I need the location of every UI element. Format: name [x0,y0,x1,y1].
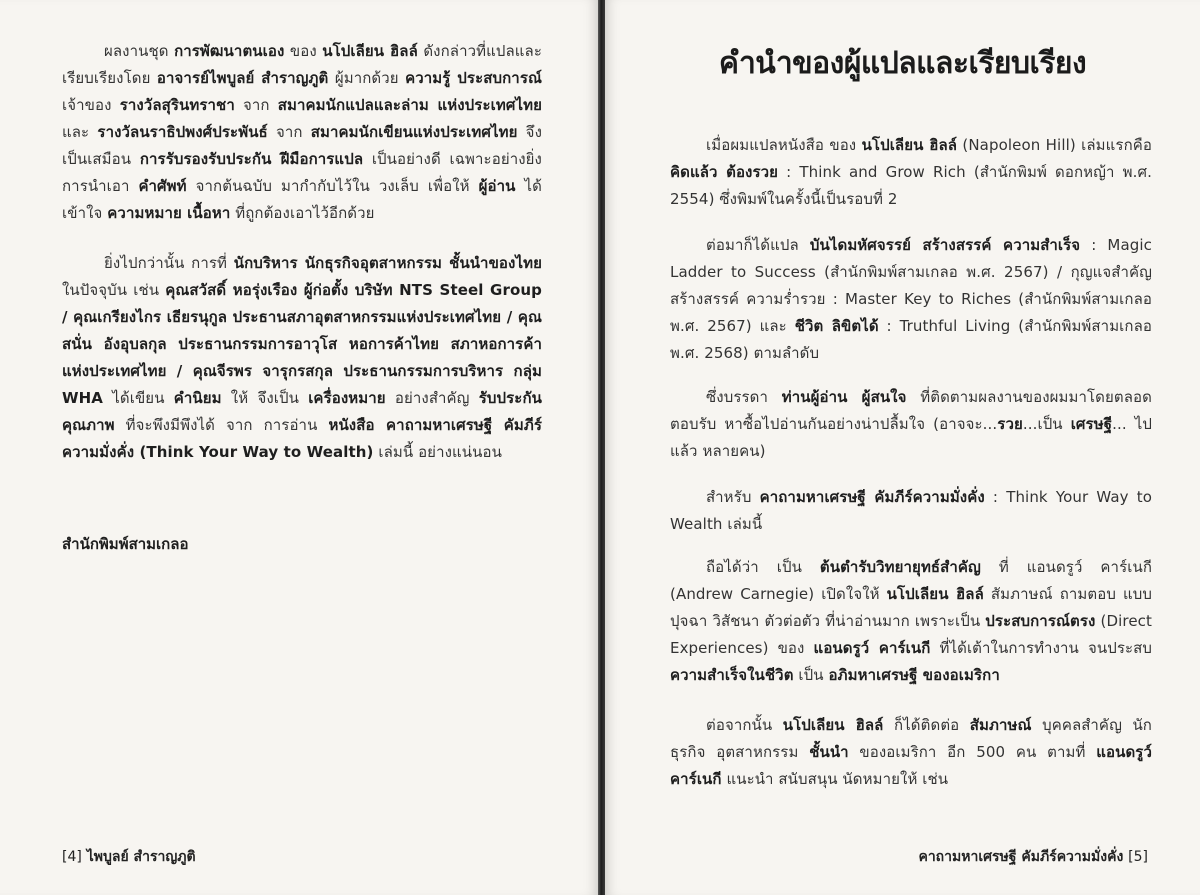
right-paragraph-1: เมื่อผมแปลหนังสือ ของ นโปเลียน ฮิลล์ (Napoleon Hill) เล่มแรกคือ คิดแล้ว ต้องรวย : Think and Grow Rich (สำนักพิมพ์ ดอกหญ้า พ.ศ. 2554) ซึ่งพิมพ์ในครั้งนี้เป็นรอบที่ 2 [670,136,1152,208]
page-title: คำนำของผู้แปลและเรียบเรียง [718,46,1087,81]
right-paragraph-2: ต่อมาก็ได้แปล บันไดมหัศจรรย์ สร้างสรรค์ ความสำเร็จ : Magic Ladder to Success (สำนักพิมพ์สามเกลอ พ.ศ. 2567) / กุญแจสำคัญ สร้างสรรค์ ความร่ำรวย : Master Key to Riches (สำนักพิมพ์สามเกลอ พ.ศ. 2567) และ ชีวิต ลิขิตได้ : Truthful Living (สำนักพิมพ์สามเกลอ พ.ศ. 2568) ตามลำดับ [670,236,1152,362]
right-footer-title: คาถามหาเศรษฐี คัมภีร์ความมั่งคั่ง [918,849,1124,865]
left-paragraph-1: ผลงานชุด การพัฒนาตนเอง ของ นโปเลียน ฮิลล์ ดังกล่าวที่แปลและเรียบเรียงโดย อาจารย์ไพบูลย์ สำราญภูติ ผู้มากด้วย ความรู้ ประสบการณ์ เจ้าของ รางวัลสุรินทราชา จาก สมาคมนักแปลและล่าม แห่งประเทศไทย และ รางวัลนราธิปพงศ์ประพันธ์ จาก สมาคมนักเขียนแห่งประเทศไทย จึงเป็นเสมือน การรับรองรับประกัน ฝีมือการแปล เป็นอย่างดี เฉพาะอย่างยิ่งการนำเอา คำศัพท์ จากต้นฉบับ มากำกับไว้ใน วงเล็บ เพื่อให้ ผู้อ่าน ได้เข้าใจ ความหมาย เนื้อหา ที่ถูกต้องเอาไว้อีกด้วย [62,42,543,222]
left-footer [62,846,196,868]
left-page-number: [4] [62,849,82,865]
publisher-signature: สำนักพิมพ์สามเกลอ [62,535,189,553]
right-paragraph-6: ต่อจากนั้น นโปเลียน ฮิลล์ ก็ได้ติดต่อ สัมภาษณ์ บุคคลสำคัญ นักธุรกิจ อุตสาหกรรม ชั้นนำ ของอเมริกา อีก 500 คน ตามที่ แอนดรูว์ คาร์เนกี แนะนำ สนับสนุน นัดหมายให้ เช่น [670,716,1152,788]
left-paragraph-2: ยิ่งไปกว่านั้น การที่ นักบริหาร นักธุรกิจอุตสาหกรรม ชั้นนำของไทยในปัจจุบัน เช่น คุณสวัสดิ์ หอรุ่งเรือง ผู้ก่อตั้ง บริษัท NTS Steel Group / คุณเกรียงไกร เธียรนุกูล ประธานสภาอุตสาหกรรมแห่งประเทศไทย / คุณสนั่น อังอุบลกุล ประธานกรรมการอาวุโส หอการค้าไทย สภาหอการค้าแห่งประเทศไทย / คุณจีรพร จารุกรสกุล ประธานกรรมการบริหาร กลุ่ม WHA ได้เขียน คำนิยม ให้ จึงเป็น เครื่องหมาย อย่างสำคัญ รับประกัน คุณภาพ ที่จะพึงมีพึงได้ จาก การอ่าน หนังสือ คาถามหาเศรษฐี คัมภีร์ความมั่งคั่ง (Think Your Way to Wealth) เล่มนี้ อย่างแน่นอน [62,254,542,461]
right-paragraph-4: สำหรับ คาถามหาเศรษฐี คัมภีร์ความมั่งคั่ง : Think Your Way to Wealth เล่มนี้ [670,488,1153,533]
right-paragraph-3: ซึ่งบรรดา ท่านผู้อ่าน ผู้สนใจ ที่ติดตามผลงานของผมมาโดยตลอด ตอบรับ หาซื้อไปอ่านกันอย่างน่าปลื้มใจ (อาจจะ...รวย...เป็น เศรษฐี... ไปแล้ว หลายคน) [670,388,1152,460]
right-page-number: [5] [1128,849,1148,865]
book-gutter [598,0,605,895]
left-footer-author: ไพบูลย์ สำราญภูติ [86,849,196,865]
right-paragraph-5: ถือได้ว่า เป็น ต้นตำรับวิทยายุทธ์สำคัญ ที่ แอนดรูว์ คาร์เนกี (Andrew Carnegie) เปิดใจให้ นโปเลียน ฮิลล์ สัมภาษณ์ ถามตอบ แบบ ปุจฉา วิสัชนา ตัวต่อตัว ที่น่าอ่านมาก เพราะเป็น ประสบการณ์ตรง (Direct Experiences) ของ แอนดรูว์ คาร์เนกี ที่ได้เต้าในการทำงาน จนประสบ ความสำเร็จในชีวิต เป็น อภิมหาเศรษฐี ของอเมริกา [670,558,1153,684]
right-footer [918,846,1148,868]
